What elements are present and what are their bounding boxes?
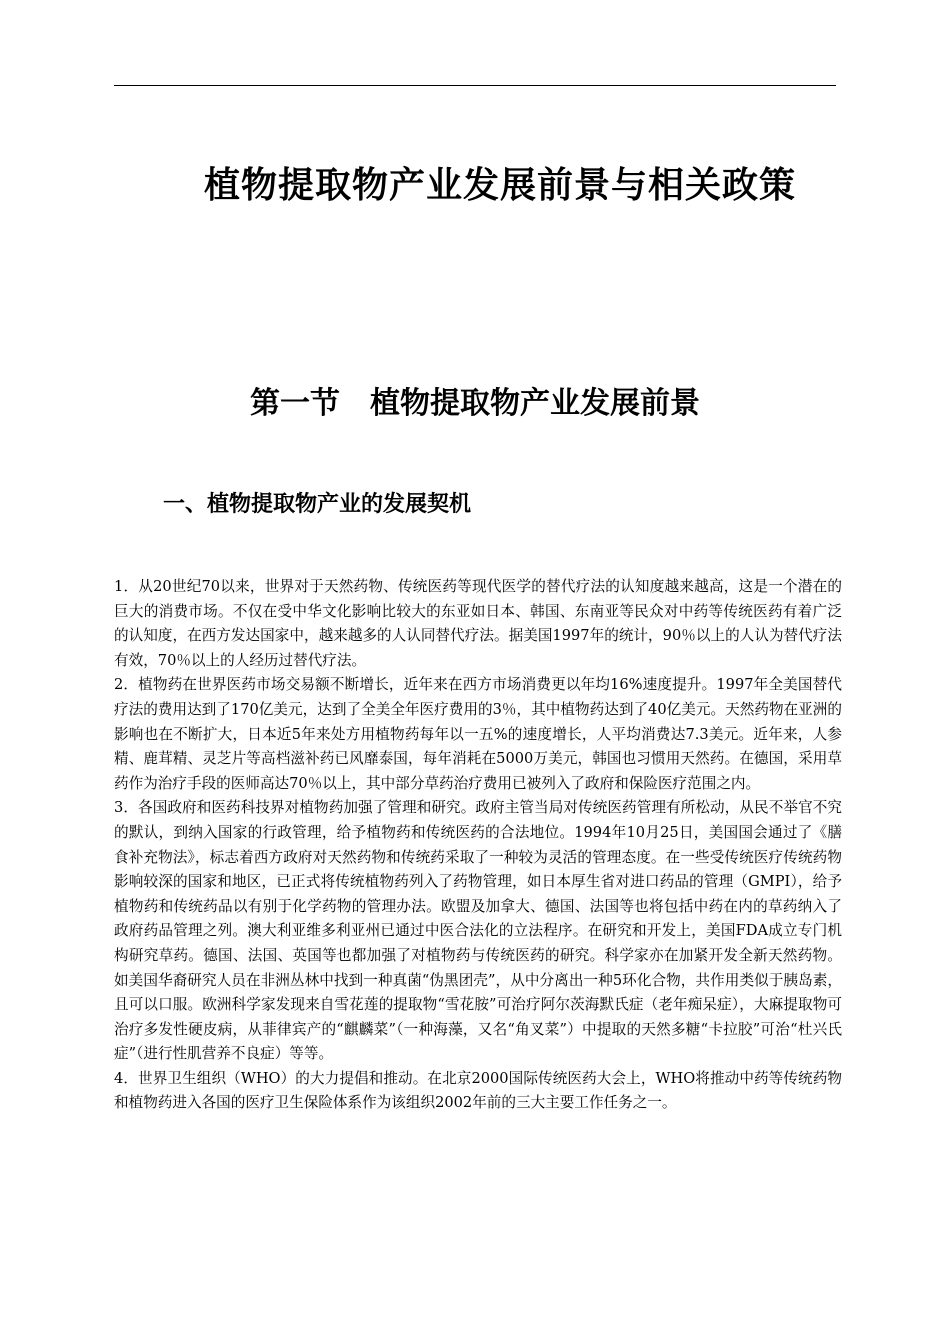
section-title: 第一节 植物提取物产业发展前景: [250, 386, 700, 421]
document-title: 植物提取物产业发展前景与相关政策: [203, 165, 796, 206]
body-text: [114, 575, 842, 1116]
subsection-title: 一、植物提取物产业的发展契机: [163, 492, 472, 517]
paragraph-1: 1．从20世纪70以来，世界对于天然药物、传统医药等现代医学的替代疗法的认知度越来越高，这是一个潜在的巨大的消费市场。不仅在受中华文化影响比较大的东亚如日本、韩国、东南亚等民众对中药等传统医药有着广泛的认知度，在西方发达国家中，越来越多的人认同替代疗法。据美国1997年的统计，90％以上的人认为替代疗法有效，70％以上的人经历过替代疗法。: [114, 578, 842, 669]
paragraph-2: 2．植物药在世界医药市场交易额不断增长，近年来在西方市场消费更以年均16%速度提升。1997年全美国替代疗法的费用达到了170亿美元，达到了全美全年医疗费用的3％，其中植物药达到了40亿美元。天然药物在亚洲的影响也在不断扩大，日本近5年来处方用植物药每年以一五%的速度增长，人平均消费达7.3美元。近年来，人参精、鹿茸精、灵芝片等高档滋补药已风靡泰国，每年消耗在5000万美元，韩国也习惯用天然药。在德国，采用草药作为治疗手段的医师高达70％以上，其中部分草药治疗费用已被列入了政府和保险医疗范围之内。: [114, 676, 842, 792]
header-rule: [114, 85, 836, 86]
paragraph-3: 3．各国政府和医药科技界对植物药加强了管理和研究。政府主管当局对传统医药管理有所松动，从民不举官不究的默认，到纳入国家的行政管理，给予植物药和传统医药的合法地位。1994年10月25日，美国国会通过了《膳食补充物法》，标志着西方政府对天然药物和传统药采取了一种较为灵活的管理态度。在一些受传统医疗传统药物影响较深的国家和地区，已正式将传统植物药列入了药物管理，如日本厚生省对进口药品的管理（GMPI），给予植物药和传统药品以有别于化学药物的管理办法。欧盟及加拿大、德国、法国等也将包括中药在内的草药纳入了政府药品管理之列。澳大利亚维多利亚州已通过中医合法化的立法程序。在研究和开发上，美国FDA成立专门机构研究草药。德国、法国、英国等也都加强了对植物药与传统医药的研究。科学家亦在加紧开发全新天然药物。如美国华裔研究人员在非洲丛林中找到一种真菌“伪黑团壳”，从中分离出一种5环化合物，共作用类似于胰岛素，且可以口服。欧洲科学家发现来自雪花莲的提取物“雪花胺”可治疗阿尔茨海默氏症（老年痴呆症），大麻提取物可治疗多发性硬皮病，从菲律宾产的“麒麟菜”（一种海藻，又名“角叉菜”）中提取的天然多糖“卡拉胶”可治“杜兴氏症”（进行性肌营养不良症）等等。: [114, 799, 842, 1063]
paragraph-4: 4．世界卫生组织（WHO）的大力提倡和推动。在北京2000国际传统医药大会上，WHO将推动中药等传统药物和植物药进入各国的医疗卫生保险体系作为该组织2002年前的三大主要工作任务之一。: [114, 1069, 842, 1112]
